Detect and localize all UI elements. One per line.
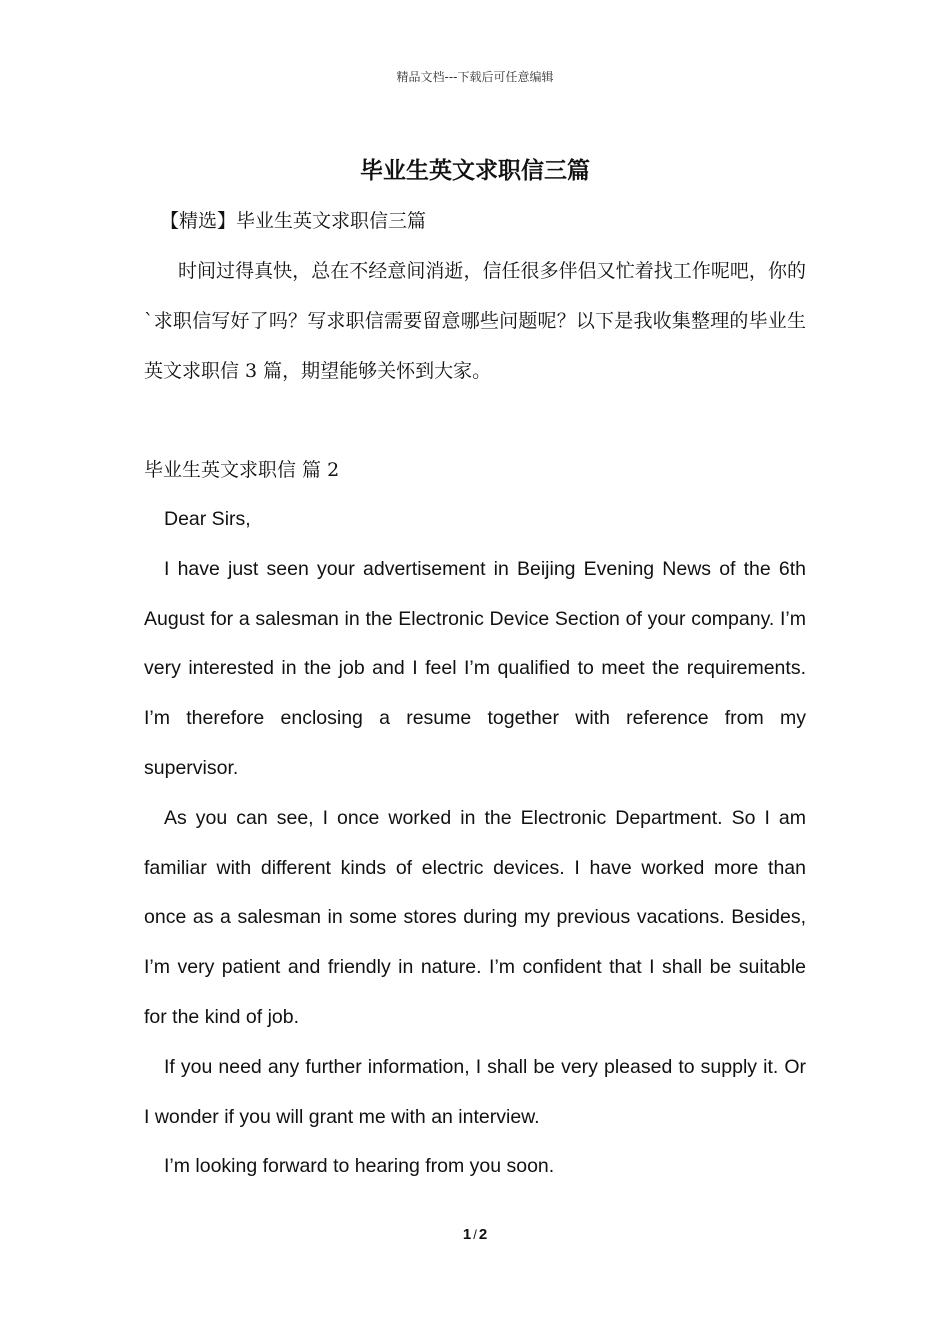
letter-paragraph-2: As you can see, I once worked in the Electronic Department. So I am familiar with different kinds of electric devices. I have worked more than once as a salesman in some stores during my previous vacations. Besides, I’m very patient and friendly in nature. I’m confident that I shall be suitable for the kind of job. bbox=[144, 806, 806, 1028]
current-page: 1 bbox=[462, 1226, 472, 1243]
letter-paragraph-4: I’m looking forward to hearing from you soon. bbox=[164, 1155, 555, 1178]
page-separator: / bbox=[473, 1227, 477, 1242]
document-subtitle: 【精选】毕业生英文求职信三篇 bbox=[160, 210, 427, 232]
document-title: 毕业生英文求职信三篇 bbox=[360, 157, 590, 184]
total-pages: 2 bbox=[478, 1226, 488, 1243]
letter-paragraph-1: I have just seen your advertisement in Beijing Evening News of the 6th August for a salesman in the Electronic Device Section of your company. I’m very interested in the job and I feel I’m qualified to meet the requirements. I’m therefore enclosing a resume together with reference from my supervisor. bbox=[144, 557, 806, 779]
page-number bbox=[0, 1226, 950, 1243]
letter-paragraph-3: If you need any further information, I shall be very pleased to supply it. Or I wonder if you will grant me with an interview. bbox=[144, 1055, 806, 1128]
section-heading: 毕业生英文求职信 篇 2 bbox=[144, 459, 340, 481]
intro-paragraph: 时间过得真快，总在不经意间消逝，信任很多伴侣又忙着找工作呢吧，你的`求职信写好了吗？写求职信需要留意哪些问题呢？以下是我收集整理的毕业生英文求职信 3 篇，期望能够关怀到大家。 bbox=[144, 260, 806, 382]
letter-body bbox=[144, 495, 806, 1192]
header-note: 精品文档---下载后可任意编辑 bbox=[396, 70, 554, 84]
letter-salutation: Dear Sirs, bbox=[164, 508, 251, 530]
